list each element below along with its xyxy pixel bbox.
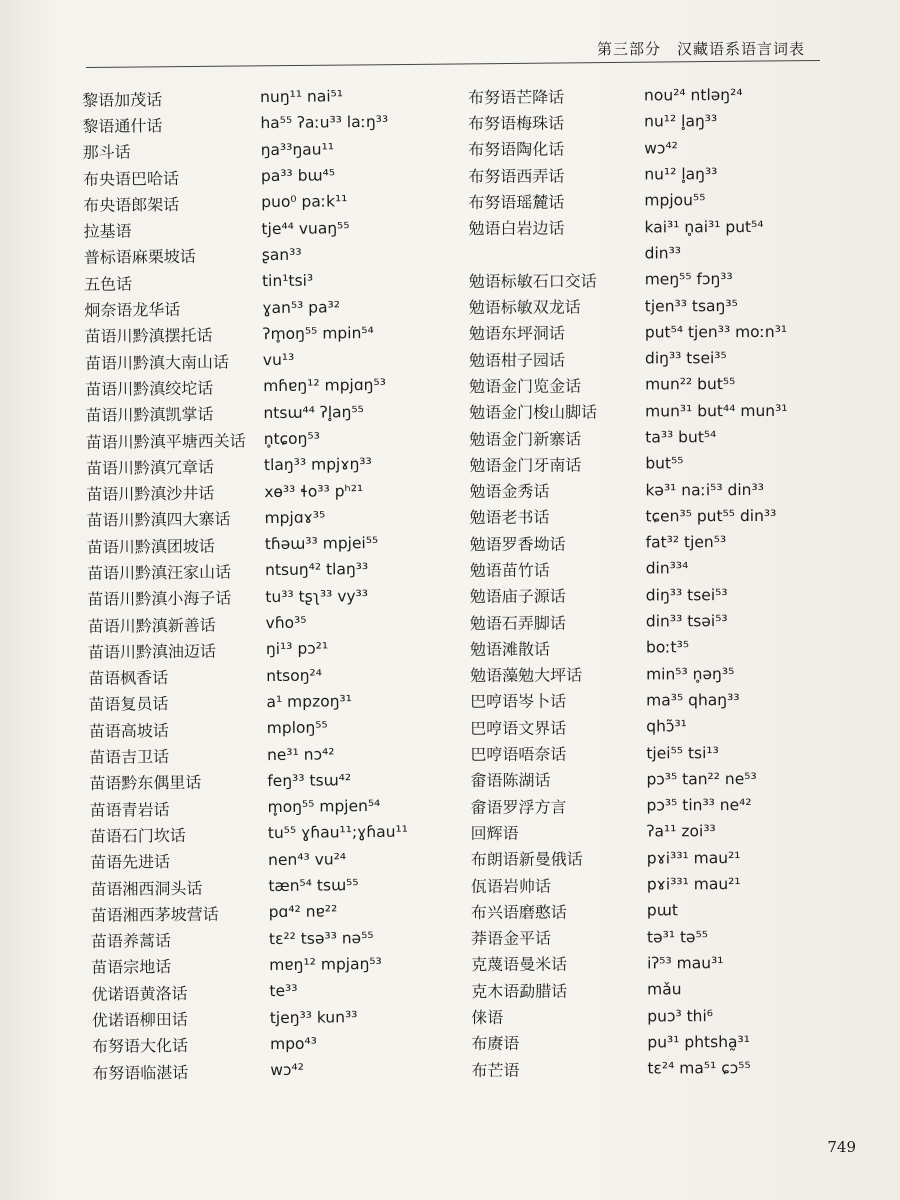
language-name: 克蔑语曼米话: [471, 955, 568, 975]
language-name: 苗语复员话: [88, 694, 169, 715]
language-name: 勉语白岩边话: [468, 218, 565, 239]
word-entry-row: [469, 450, 829, 478]
word-entry-row: [468, 134, 828, 162]
language-name: 勉语金秀话: [469, 481, 550, 502]
ipa-transcription: tjeŋ³³ kun³³: [269, 1007, 358, 1027]
ipa-transcription: tin¹tsi³: [261, 271, 314, 291]
language-name: 布努语瑶麓话: [468, 192, 565, 212]
word-entry-row: [470, 713, 830, 741]
ipa-transcription: tə³¹ tə⁵⁵: [646, 927, 709, 947]
ipa-transcription: tlaŋ³³ mpjɤŋ³³: [263, 455, 372, 475]
word-entry-row: [469, 345, 829, 373]
language-name: 布努语梅珠话: [468, 113, 565, 133]
ipa-transcription: tjen³³ tsaŋ³⁵: [644, 296, 738, 315]
ipa-transcription: kə³¹ naːi⁵³ din³³: [645, 480, 764, 499]
word-entry-row: [469, 424, 829, 452]
ipa-transcription: fat³² tjen⁵³: [645, 533, 727, 552]
ipa-transcription: puo⁰ paːk¹¹: [261, 192, 348, 212]
ipa-transcription: tɛ²² tsə³³ nə⁵⁵: [268, 928, 374, 948]
language-name: 苗语川黔滇小海子话: [87, 588, 232, 610]
ipa-transcription: pɤi³³¹ mau²¹: [646, 875, 741, 894]
ipa-transcription: a¹ mpzoŋ³¹: [266, 692, 353, 712]
language-name: 苗语川黔滇油迈话: [87, 641, 217, 662]
ipa-transcription: ne³¹ nɔ⁴²: [266, 744, 335, 764]
language-name: 苗语青岩话: [89, 799, 170, 820]
ipa-transcription: ʂan³³: [261, 245, 302, 265]
language-name: 布央语巴哈话: [82, 168, 180, 189]
language-name: 克木语勐腊话: [471, 981, 568, 1001]
ipa-transcription: pu³¹ phtsha̰³¹: [647, 1032, 750, 1052]
ipa-transcription: wɔ⁴²: [644, 139, 678, 158]
language-name: 勉语老书话: [469, 508, 550, 528]
ipa-transcription: mpo⁴³: [269, 1034, 317, 1053]
word-entry-row: [469, 371, 829, 399]
language-name: 苗语湘西茅坡营话: [90, 904, 219, 925]
language-name: 畲语罗浮方言: [470, 797, 567, 817]
ipa-transcription: pɑ⁴² nɐ²²: [268, 902, 338, 922]
language-name: 巴哼语唔奈话: [470, 744, 567, 765]
language-name: 苗语川黔滇新善话: [87, 615, 216, 636]
language-name: 勉语东坪洞话: [468, 323, 565, 344]
ipa-transcription: ɣan⁵³ pa³²: [262, 297, 341, 317]
right-column: [468, 82, 831, 1083]
ipa-transcription: m̥oŋ⁵⁵ mpjen⁵⁴: [267, 797, 381, 817]
word-entry-row: [471, 950, 831, 978]
word-entry-row: [470, 792, 830, 820]
language-name: 五色话: [83, 274, 133, 294]
ipa-transcription: mun²² but⁵⁵: [645, 375, 736, 394]
ipa-transcription: ntsuŋ⁴² tlaŋ³³: [264, 560, 369, 580]
language-name: 俫语: [471, 1007, 504, 1028]
language-name: 苗语川黔滇四大寨话: [86, 509, 231, 531]
ipa-transcription: ta³³ but⁵⁴: [645, 428, 717, 447]
language-name: 勉语金门览金话: [469, 376, 582, 396]
language-name: 回辉语: [470, 823, 519, 843]
word-entry-row: [471, 897, 831, 925]
word-entry-row: [471, 923, 831, 951]
ipa-transcription: mǎu: [647, 980, 682, 999]
ipa-transcription: ʔm̥oŋ⁵⁵ mpin⁵⁴: [262, 323, 374, 343]
word-entry-row: [468, 82, 828, 110]
ipa-transcription: ntsoŋ²⁴: [266, 666, 322, 685]
word-entry-row: [468, 161, 828, 189]
word-entry-row: [469, 502, 829, 530]
ipa-transcription: ŋi¹³ pɔ²¹: [265, 639, 329, 659]
language-name: 苗语川黔滇冗章话: [85, 457, 215, 478]
ipa-transcription: tu⁵⁵ ɣɦau¹¹;ɣɦau¹¹: [267, 823, 409, 843]
ipa-transcription: ha⁵⁵ ʔaːu³³ laːŋ³³: [260, 113, 389, 133]
language-name: 苗语高坡话: [88, 720, 169, 741]
ipa-transcription: iʔ⁵³ mau³¹: [647, 954, 724, 973]
word-entry-row: [470, 608, 830, 636]
word-entry-row: [470, 555, 830, 583]
language-name: 那斗话: [82, 142, 131, 163]
ipa-transcription: mɐŋ¹² mpjaŋ⁵³: [269, 954, 382, 975]
word-entry-row: [92, 1055, 512, 1086]
language-name: 布朗语新曼俄话: [470, 849, 583, 870]
word-entry-row: [471, 818, 831, 846]
language-name: 苗语石门坎话: [89, 825, 186, 846]
word-entry-row: [470, 581, 830, 609]
ipa-transcription: tu³³ tʂʅ³³ vy³³: [265, 586, 369, 606]
language-name: 苗语川黔滇团坡话: [86, 536, 215, 557]
ipa-transcription: nu¹² l̥aŋ³³: [644, 112, 718, 131]
ipa-transcription: pa³³ bɯ⁴⁵: [260, 166, 336, 186]
ipa-transcription: puɔ³ thi⁶: [647, 1006, 714, 1025]
ipa-transcription: tæn⁵⁴ tsɯ⁵⁵: [268, 876, 359, 896]
word-entry-row: [468, 213, 828, 241]
language-name: 苗语枫香话: [88, 668, 169, 689]
ipa-transcription: nuŋ¹¹ nai⁵¹: [260, 87, 344, 107]
word-entry-row: [470, 687, 830, 715]
ipa-transcription: pɔ³⁵ tin³³ ne⁴²: [646, 796, 752, 815]
ipa-transcription: din³³ tsəi⁵³: [645, 612, 728, 631]
language-name: 优诺语黄洛话: [91, 983, 188, 1004]
language-name: 布努语临湛话: [92, 1062, 189, 1083]
word-entry-row: [471, 844, 831, 872]
language-name: 布央语郎架话: [83, 194, 180, 215]
word-entry-row: [468, 187, 828, 215]
ipa-transcription: pɔ³⁵ tan²² ne⁵³: [646, 769, 757, 789]
ipa-transcription: nou²⁴ ntləŋ²⁴: [644, 86, 743, 105]
language-name: 苗语川黔滇大南山话: [84, 352, 230, 373]
ipa-transcription: din³³⁴: [645, 559, 689, 578]
language-name: 莽语金平话: [470, 928, 552, 949]
language-name: 勉语庙子源话: [469, 586, 566, 607]
word-entry-row: [469, 240, 829, 268]
ipa-transcription: mpjɑɤ³⁵: [264, 508, 326, 528]
ipa-transcription: qhɔ̃³¹: [646, 717, 687, 736]
language-name: 布赓语: [471, 1034, 520, 1054]
language-name: 苗语宗地话: [91, 957, 172, 978]
left-column: [82, 82, 512, 1086]
language-name: 巴哼语岑卜话: [470, 692, 567, 712]
ipa-transcription: te³³: [269, 982, 298, 1001]
ipa-transcription: put⁵⁴ tjen³³ moːn³¹: [644, 322, 788, 342]
language-name: 普标语麻栗坡话: [83, 247, 196, 268]
ipa-transcription: ma³⁵ qhaŋ³³: [646, 691, 740, 710]
language-name: 苗语川黔滇沙井话: [86, 483, 215, 505]
ipa-transcription: tje⁴⁴ vuaŋ⁵⁵: [261, 218, 350, 238]
language-name: 勉语藻勉大坪话: [470, 665, 583, 686]
ipa-transcription: boːt³⁵: [645, 638, 690, 657]
language-name: 苗语先进话: [90, 852, 171, 873]
ipa-transcription: tɛ²⁴ ma⁵¹ ɕɔ⁵⁵: [647, 1059, 751, 1078]
ipa-transcription: feŋ³³ tsɯ⁴²: [267, 771, 352, 790]
language-name: 布兴语磨憨话: [470, 902, 567, 922]
language-name: 勉语石弄脚话: [469, 613, 566, 633]
language-name: 黎语加茂话: [82, 89, 163, 110]
word-entry-row: [471, 871, 831, 899]
ipa-transcription: mɦɐŋ¹² mpjɑŋ⁵³: [263, 376, 386, 396]
language-name: 畲语陈湖话: [470, 771, 551, 791]
language-name: 勉语标敏双龙话: [468, 297, 581, 318]
language-name: 布努语西弄话: [468, 166, 565, 186]
ipa-transcription: vɦo³⁵: [265, 613, 307, 633]
language-name: 苗语川黔滇绞坨话: [85, 378, 214, 399]
word-entry-row: [471, 976, 831, 1004]
ipa-transcription: mun³¹ but⁴⁴ mun³¹: [645, 401, 788, 421]
word-entry-row: [469, 292, 829, 320]
ipa-transcription: ʔa¹¹ zoi³³: [646, 822, 716, 841]
word-entry-row: [469, 397, 829, 425]
language-name: 炯奈语龙华话: [84, 299, 181, 321]
word-entry-row: [468, 108, 828, 136]
language-name: 巴哼语文界话: [470, 718, 567, 738]
language-name: 布芒语: [471, 1060, 520, 1080]
ipa-transcription: nu¹² l̥aŋ³³: [644, 165, 718, 184]
language-name: [469, 253, 645, 254]
word-entry-row: [470, 765, 830, 793]
language-name: 布努语芒降话: [468, 87, 565, 107]
language-name: 勉语罗香坳话: [469, 534, 566, 554]
word-entry-row: [470, 660, 830, 688]
word-entry-row: [471, 1028, 831, 1056]
ipa-transcription: tɕen³⁵ put⁵⁵ din³³: [645, 506, 777, 526]
word-entry-row: [469, 476, 829, 504]
language-name: 苗语川黔滇汪家山话: [87, 562, 232, 583]
word-entry-row: [469, 266, 829, 294]
language-name: 布努语陶化话: [468, 139, 565, 160]
ipa-transcription: wɔ⁴²: [270, 1060, 305, 1080]
word-entry-row: [469, 318, 829, 346]
page-number: 749: [827, 1138, 856, 1156]
language-name: 苗语川黔滇平塘西关话: [85, 430, 246, 452]
language-name: 布努语大化话: [91, 1036, 189, 1057]
header-rule: [86, 60, 820, 68]
running-header: 第三部分 汉藏语系语言词表: [596, 40, 805, 58]
language-name: 勉语柑子园话: [468, 350, 566, 370]
ipa-transcription: nen⁴³ vu²⁴: [268, 850, 347, 869]
ipa-transcription: ntsɯ⁴⁴ ʔl̥aŋ⁵⁵: [263, 402, 364, 422]
ipa-transcription: ŋa³³ŋau¹¹: [260, 140, 335, 159]
language-name: 苗语黔东偶里话: [89, 773, 202, 794]
word-entry-row: [471, 1002, 831, 1030]
language-name: 黎语通什话: [82, 116, 163, 136]
ipa-transcription: pɤi³³¹ mau²¹: [646, 848, 741, 868]
language-name: 勉语苗竹话: [469, 560, 550, 580]
language-name: 勉语金门牙南话: [469, 455, 582, 475]
language-name: 苗语湘西洞头话: [90, 878, 203, 899]
ipa-transcription: diŋ³³ tsei³⁵: [644, 349, 727, 368]
language-name: 拉基语: [83, 221, 132, 242]
word-entry-row: [470, 634, 830, 662]
language-name: 苗语养蒿话: [90, 931, 172, 952]
ipa-transcription: vu¹³: [262, 350, 295, 370]
ipa-transcription: tjei⁵⁵ tsi¹³: [646, 743, 719, 762]
language-name: 苗语川黔滇摆托话: [84, 325, 213, 347]
ipa-transcription: pɯt: [646, 901, 678, 920]
ipa-transcription: din³³: [644, 244, 682, 263]
ipa-transcription: meŋ⁵⁵ fɔŋ³³: [644, 270, 733, 289]
ipa-transcription: n̥tɕoŋ⁵³: [263, 429, 320, 449]
language-name: 勉语滩散话: [469, 639, 551, 659]
ipa-transcription: mploŋ⁵⁵: [266, 718, 328, 738]
language-name: 勉语金门梭山脚话: [469, 402, 598, 423]
ipa-transcription: diŋ³³ tsei⁵³: [645, 585, 728, 605]
ipa-transcription: tɦəɯ³³ mpjei⁵⁵: [264, 534, 379, 554]
language-name: 苗语川黔滇凯掌话: [85, 404, 214, 426]
language-name: 佤语岩帅话: [470, 876, 551, 896]
ipa-transcription: mpjou⁵⁵: [644, 191, 706, 210]
language-name: 优诺语柳田话: [91, 1009, 188, 1030]
language-name: 勉语金门新寨话: [469, 429, 582, 449]
word-entry-row: [470, 529, 830, 557]
ipa-transcription: but⁵⁵: [645, 454, 684, 473]
ipa-transcription: xɵ³³ ɬo³³ pʰ²¹: [264, 481, 364, 501]
ipa-transcription: kai³¹ n̥ai³¹ put⁵⁴: [644, 217, 764, 237]
language-name: 苗语吉卫话: [88, 747, 170, 768]
ipa-transcription: min⁵³ n̥əŋ³⁵: [646, 664, 735, 684]
word-entry-row: [471, 1055, 831, 1083]
word-entry-row: [470, 739, 830, 767]
language-name: 勉语标敏石口交话: [468, 271, 597, 291]
